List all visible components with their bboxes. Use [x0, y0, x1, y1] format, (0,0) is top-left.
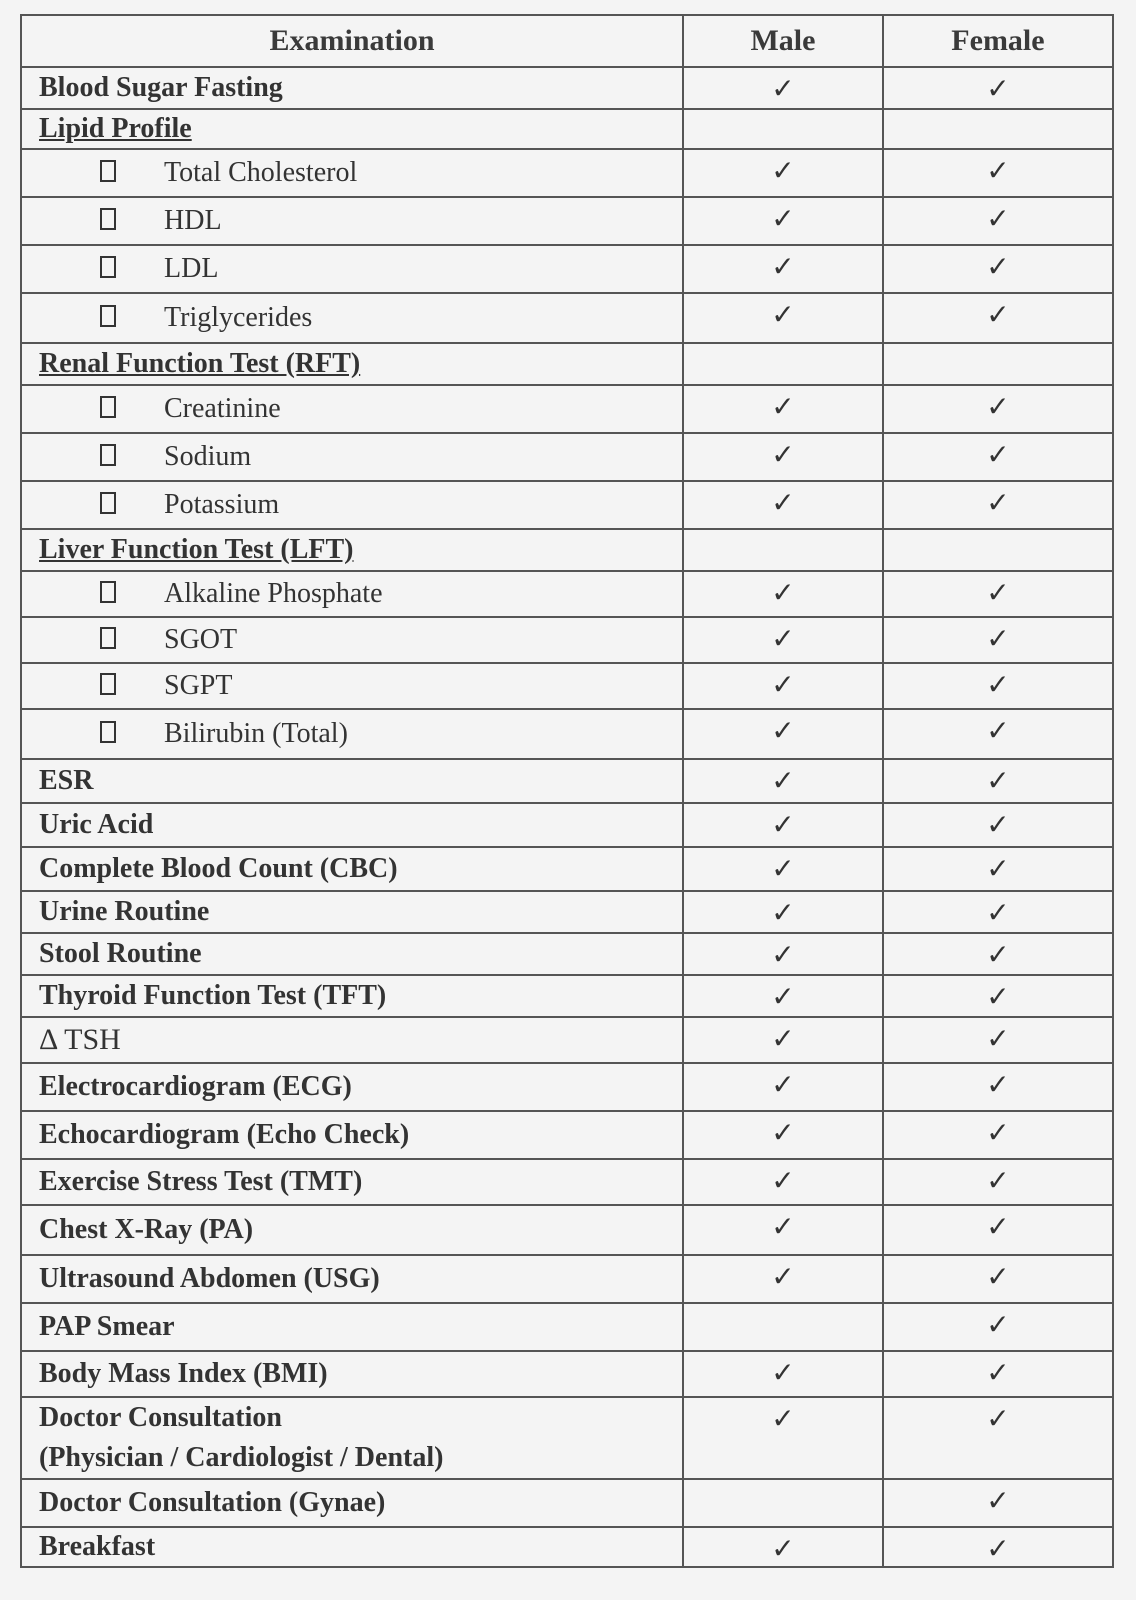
examination-cell [21, 571, 683, 617]
female-cell [883, 891, 1113, 933]
examination-label: (Physician / Cardiologist / Dental) [39, 1442, 444, 1473]
checkmark-icon: ✓ [771, 766, 795, 797]
examination-cell [21, 709, 683, 759]
checkmark-icon: ✓ [771, 1358, 795, 1389]
checkmark-icon: ✓ [986, 1212, 1010, 1243]
table-row [21, 1255, 1113, 1303]
examination-label: Lipid Profile [39, 113, 192, 144]
bullet-box-icon [100, 627, 116, 649]
examination-label: Potassium [164, 489, 280, 520]
bullet-box-icon [100, 492, 116, 514]
table-body [21, 67, 1113, 1567]
bullet-box-icon [100, 721, 116, 743]
examination-cell [21, 1111, 683, 1159]
table-row [21, 1479, 1113, 1527]
checkmark-icon: ✓ [771, 982, 795, 1013]
examination-label: Sodium [164, 441, 252, 472]
examination-cell [21, 529, 683, 571]
examination-cell [21, 245, 683, 293]
examination-label: Exercise Stress Test (TMT) [39, 1166, 363, 1197]
female-cell [883, 709, 1113, 759]
table-row [21, 1111, 1113, 1159]
table-row [21, 343, 1113, 385]
female-cell [883, 1063, 1113, 1111]
bullet-box-icon [100, 444, 116, 466]
checkmark-icon: ✓ [986, 1070, 1010, 1101]
checkmark-icon: ✓ [986, 1486, 1010, 1517]
male-cell [683, 709, 883, 759]
female-cell [883, 245, 1113, 293]
female-cell [883, 481, 1113, 529]
table-row [21, 933, 1113, 975]
checkmark-icon: ✓ [771, 252, 795, 283]
female-cell [883, 197, 1113, 245]
table-row [21, 109, 1113, 149]
male-cell [683, 149, 883, 197]
checkmark-icon: ✓ [771, 1166, 795, 1197]
examination-label: Body Mass Index (BMI) [39, 1358, 328, 1389]
checkmark-icon: ✓ [771, 300, 795, 331]
checkmark-icon: ✓ [986, 716, 1010, 747]
male-cell [683, 293, 883, 343]
male-cell [683, 109, 883, 149]
checkmark-icon: ✓ [771, 1212, 795, 1243]
checkmark-icon: ✓ [771, 1118, 795, 1149]
male-cell [683, 1017, 883, 1063]
checkmark-icon: ✓ [986, 624, 1010, 655]
examination-label: Triglycerides [164, 302, 313, 333]
checkmark-icon: ✓ [771, 624, 795, 655]
examination-cell [21, 847, 683, 891]
female-cell [883, 759, 1113, 803]
checkmark-icon: ✓ [986, 854, 1010, 885]
examination-label: Complete Blood Count (CBC) [39, 853, 398, 884]
checkmark-icon: ✓ [986, 488, 1010, 519]
bullet-box-icon [100, 673, 116, 695]
male-cell [683, 385, 883, 433]
examination-cell [21, 1397, 683, 1479]
examination-cell [21, 1351, 683, 1397]
examination-label: Total Cholesterol [164, 157, 358, 188]
checkmark-icon: ✓ [771, 810, 795, 841]
examination-cell [21, 759, 683, 803]
examination-label: Breakfast [39, 1531, 156, 1562]
examination-cell [21, 343, 683, 385]
table-row [21, 1397, 1113, 1479]
table-row [21, 975, 1113, 1017]
examination-cell [21, 109, 683, 149]
female-cell [883, 1527, 1113, 1567]
examination-cell [21, 149, 683, 197]
bullet-box-icon [100, 396, 116, 418]
table-row [21, 847, 1113, 891]
table-row [21, 759, 1113, 803]
examination-cell [21, 1205, 683, 1255]
male-cell [683, 1111, 883, 1159]
checkmark-icon: ✓ [986, 1404, 1010, 1435]
examination-cell [21, 67, 683, 109]
header-female: Female [883, 15, 1113, 67]
male-cell [683, 433, 883, 481]
examination-label: Alkaline Phosphate [164, 578, 383, 609]
checkmark-icon: ✓ [986, 74, 1010, 105]
examination-cell [21, 1527, 683, 1567]
table-row [21, 385, 1113, 433]
female-cell [883, 433, 1113, 481]
checkmark-icon: ✓ [986, 392, 1010, 423]
female-cell [883, 1017, 1113, 1063]
examination-cell [21, 1303, 683, 1351]
bullet-box-icon [100, 305, 116, 327]
checkmark-icon: ✓ [986, 670, 1010, 701]
checkmark-icon: ✓ [986, 1118, 1010, 1149]
female-cell [883, 663, 1113, 709]
female-cell [883, 1303, 1113, 1351]
checkmark-icon: ✓ [771, 716, 795, 747]
examination-label: Stool Routine [39, 938, 202, 969]
checkmark-icon: ✓ [771, 74, 795, 105]
examination-label: Thyroid Function Test (TFT) [39, 980, 387, 1011]
female-cell [883, 1159, 1113, 1205]
examination-cell [21, 1479, 683, 1527]
examination-cell [21, 663, 683, 709]
male-cell [683, 759, 883, 803]
checkmark-icon: ✓ [986, 1358, 1010, 1389]
checkmark-icon: ✓ [771, 578, 795, 609]
male-cell [683, 1351, 883, 1397]
examination-cell [21, 803, 683, 847]
examination-label: LDL [164, 253, 219, 284]
table-row [21, 149, 1113, 197]
female-cell [883, 109, 1113, 149]
checkmark-icon: ✓ [986, 982, 1010, 1013]
examination-cell [21, 481, 683, 529]
checkmark-icon: ✓ [771, 940, 795, 971]
examination-label: Electrocardiogram (ECG) [39, 1071, 352, 1102]
examination-label: SGOT [164, 624, 238, 655]
male-cell [683, 529, 883, 571]
examination-label: Doctor Consultation [39, 1402, 282, 1433]
male-cell [683, 1063, 883, 1111]
checkmark-icon: ✓ [986, 1534, 1010, 1565]
checkmark-icon: ✓ [986, 898, 1010, 929]
examination-label: Creatinine [164, 393, 281, 424]
female-cell [883, 67, 1113, 109]
table-row [21, 481, 1113, 529]
table-row [21, 617, 1113, 663]
checkmark-icon: ✓ [986, 1166, 1010, 1197]
checkmark-icon: ✓ [986, 578, 1010, 609]
checkmark-icon: ✓ [771, 854, 795, 885]
examination-label: Renal Function Test (RFT) [39, 348, 361, 379]
female-cell [883, 975, 1113, 1017]
bullet-box-icon [100, 160, 116, 182]
examination-label: Blood Sugar Fasting [39, 72, 283, 103]
checkmark-icon: ✓ [771, 1070, 795, 1101]
bullet-box-icon [100, 256, 116, 278]
checkmark-icon: ✓ [986, 1310, 1010, 1341]
examination-cell [21, 975, 683, 1017]
table-row [21, 433, 1113, 481]
examination-label: PAP Smear [39, 1311, 175, 1342]
table-row [21, 1159, 1113, 1205]
table-row [21, 293, 1113, 343]
examination-cell [21, 385, 683, 433]
checkmark-icon: ✓ [986, 940, 1010, 971]
checkmark-icon: ✓ [771, 1404, 795, 1435]
bullet-box-icon [100, 581, 116, 603]
male-cell [683, 1397, 883, 1479]
table-row [21, 1205, 1113, 1255]
female-cell [883, 1205, 1113, 1255]
table-row [21, 571, 1113, 617]
female-cell [883, 571, 1113, 617]
male-cell [683, 245, 883, 293]
female-cell [883, 803, 1113, 847]
checkmark-icon: ✓ [771, 440, 795, 471]
female-cell [883, 293, 1113, 343]
header-row [21, 15, 1113, 67]
male-cell [683, 933, 883, 975]
examination-label: ESR [39, 765, 94, 796]
checkmark-icon: ✓ [771, 156, 795, 187]
female-cell [883, 385, 1113, 433]
examination-label: Uric Acid [39, 809, 154, 840]
examination-cell [21, 891, 683, 933]
checkmark-icon: ✓ [986, 156, 1010, 187]
examination-label: Liver Function Test (LFT) [39, 534, 354, 565]
female-cell [883, 1479, 1113, 1527]
female-cell [883, 1111, 1113, 1159]
examination-label: Urine Routine [39, 896, 210, 927]
male-cell [683, 67, 883, 109]
table-row [21, 709, 1113, 759]
examination-label: Chest X-Ray (PA) [39, 1214, 254, 1245]
checkmark-icon: ✓ [771, 1534, 795, 1565]
table-row [21, 1527, 1113, 1567]
examination-cell [21, 197, 683, 245]
male-cell [683, 1303, 883, 1351]
table-row [21, 803, 1113, 847]
examination-label: SGPT [164, 670, 233, 701]
table-row [21, 663, 1113, 709]
table-row [21, 1351, 1113, 1397]
checkmark-icon: ✓ [986, 810, 1010, 841]
table-row [21, 891, 1113, 933]
table-row [21, 1063, 1113, 1111]
female-cell [883, 1255, 1113, 1303]
male-cell [683, 481, 883, 529]
male-cell [683, 803, 883, 847]
female-cell [883, 1351, 1113, 1397]
header-male: Male [683, 15, 883, 67]
male-cell [683, 663, 883, 709]
examination-cell [21, 433, 683, 481]
checkmark-icon: ✓ [986, 204, 1010, 235]
bullet-box-icon [100, 208, 116, 230]
male-cell [683, 1159, 883, 1205]
table-row [21, 529, 1113, 571]
male-cell [683, 1527, 883, 1567]
male-cell [683, 891, 883, 933]
female-cell [883, 847, 1113, 891]
examination-label: Δ TSH [39, 1023, 121, 1056]
table-row [21, 67, 1113, 109]
examination-cell [21, 1159, 683, 1205]
examination-label: Bilirubin (Total) [164, 718, 348, 749]
checkmark-icon: ✓ [771, 1262, 795, 1293]
female-cell [883, 343, 1113, 385]
checkmark-icon: ✓ [771, 204, 795, 235]
checkmark-icon: ✓ [986, 766, 1010, 797]
table-row [21, 197, 1113, 245]
table-row [21, 1017, 1113, 1063]
female-cell [883, 1397, 1113, 1479]
male-cell [683, 975, 883, 1017]
examination-table [20, 14, 1114, 1568]
male-cell [683, 197, 883, 245]
header-examination: Examination [21, 15, 683, 67]
examination-cell [21, 1017, 683, 1063]
checkmark-icon: ✓ [986, 252, 1010, 283]
examination-label: Doctor Consultation (Gynae) [39, 1487, 386, 1518]
checkmark-icon: ✓ [771, 488, 795, 519]
checkmark-icon: ✓ [771, 670, 795, 701]
male-cell [683, 571, 883, 617]
examination-cell [21, 617, 683, 663]
examination-label: Ultrasound Abdomen (USG) [39, 1263, 380, 1294]
female-cell [883, 933, 1113, 975]
examination-cell [21, 1255, 683, 1303]
examination-label: HDL [164, 205, 222, 236]
table-row [21, 245, 1113, 293]
male-cell [683, 343, 883, 385]
female-cell [883, 529, 1113, 571]
checkmark-icon: ✓ [986, 1262, 1010, 1293]
checkmark-icon: ✓ [986, 440, 1010, 471]
male-cell [683, 617, 883, 663]
male-cell [683, 847, 883, 891]
checkmark-icon: ✓ [986, 1024, 1010, 1055]
examination-cell [21, 293, 683, 343]
female-cell [883, 149, 1113, 197]
checkmark-icon: ✓ [771, 392, 795, 423]
checkmark-icon: ✓ [986, 300, 1010, 331]
male-cell [683, 1205, 883, 1255]
male-cell [683, 1255, 883, 1303]
female-cell [883, 617, 1113, 663]
examination-cell [21, 933, 683, 975]
checkmark-icon: ✓ [771, 898, 795, 929]
examination-label: Echocardiogram (Echo Check) [39, 1119, 410, 1150]
examination-cell [21, 1063, 683, 1111]
checkmark-icon: ✓ [771, 1024, 795, 1055]
male-cell [683, 1479, 883, 1527]
table-row [21, 1303, 1113, 1351]
